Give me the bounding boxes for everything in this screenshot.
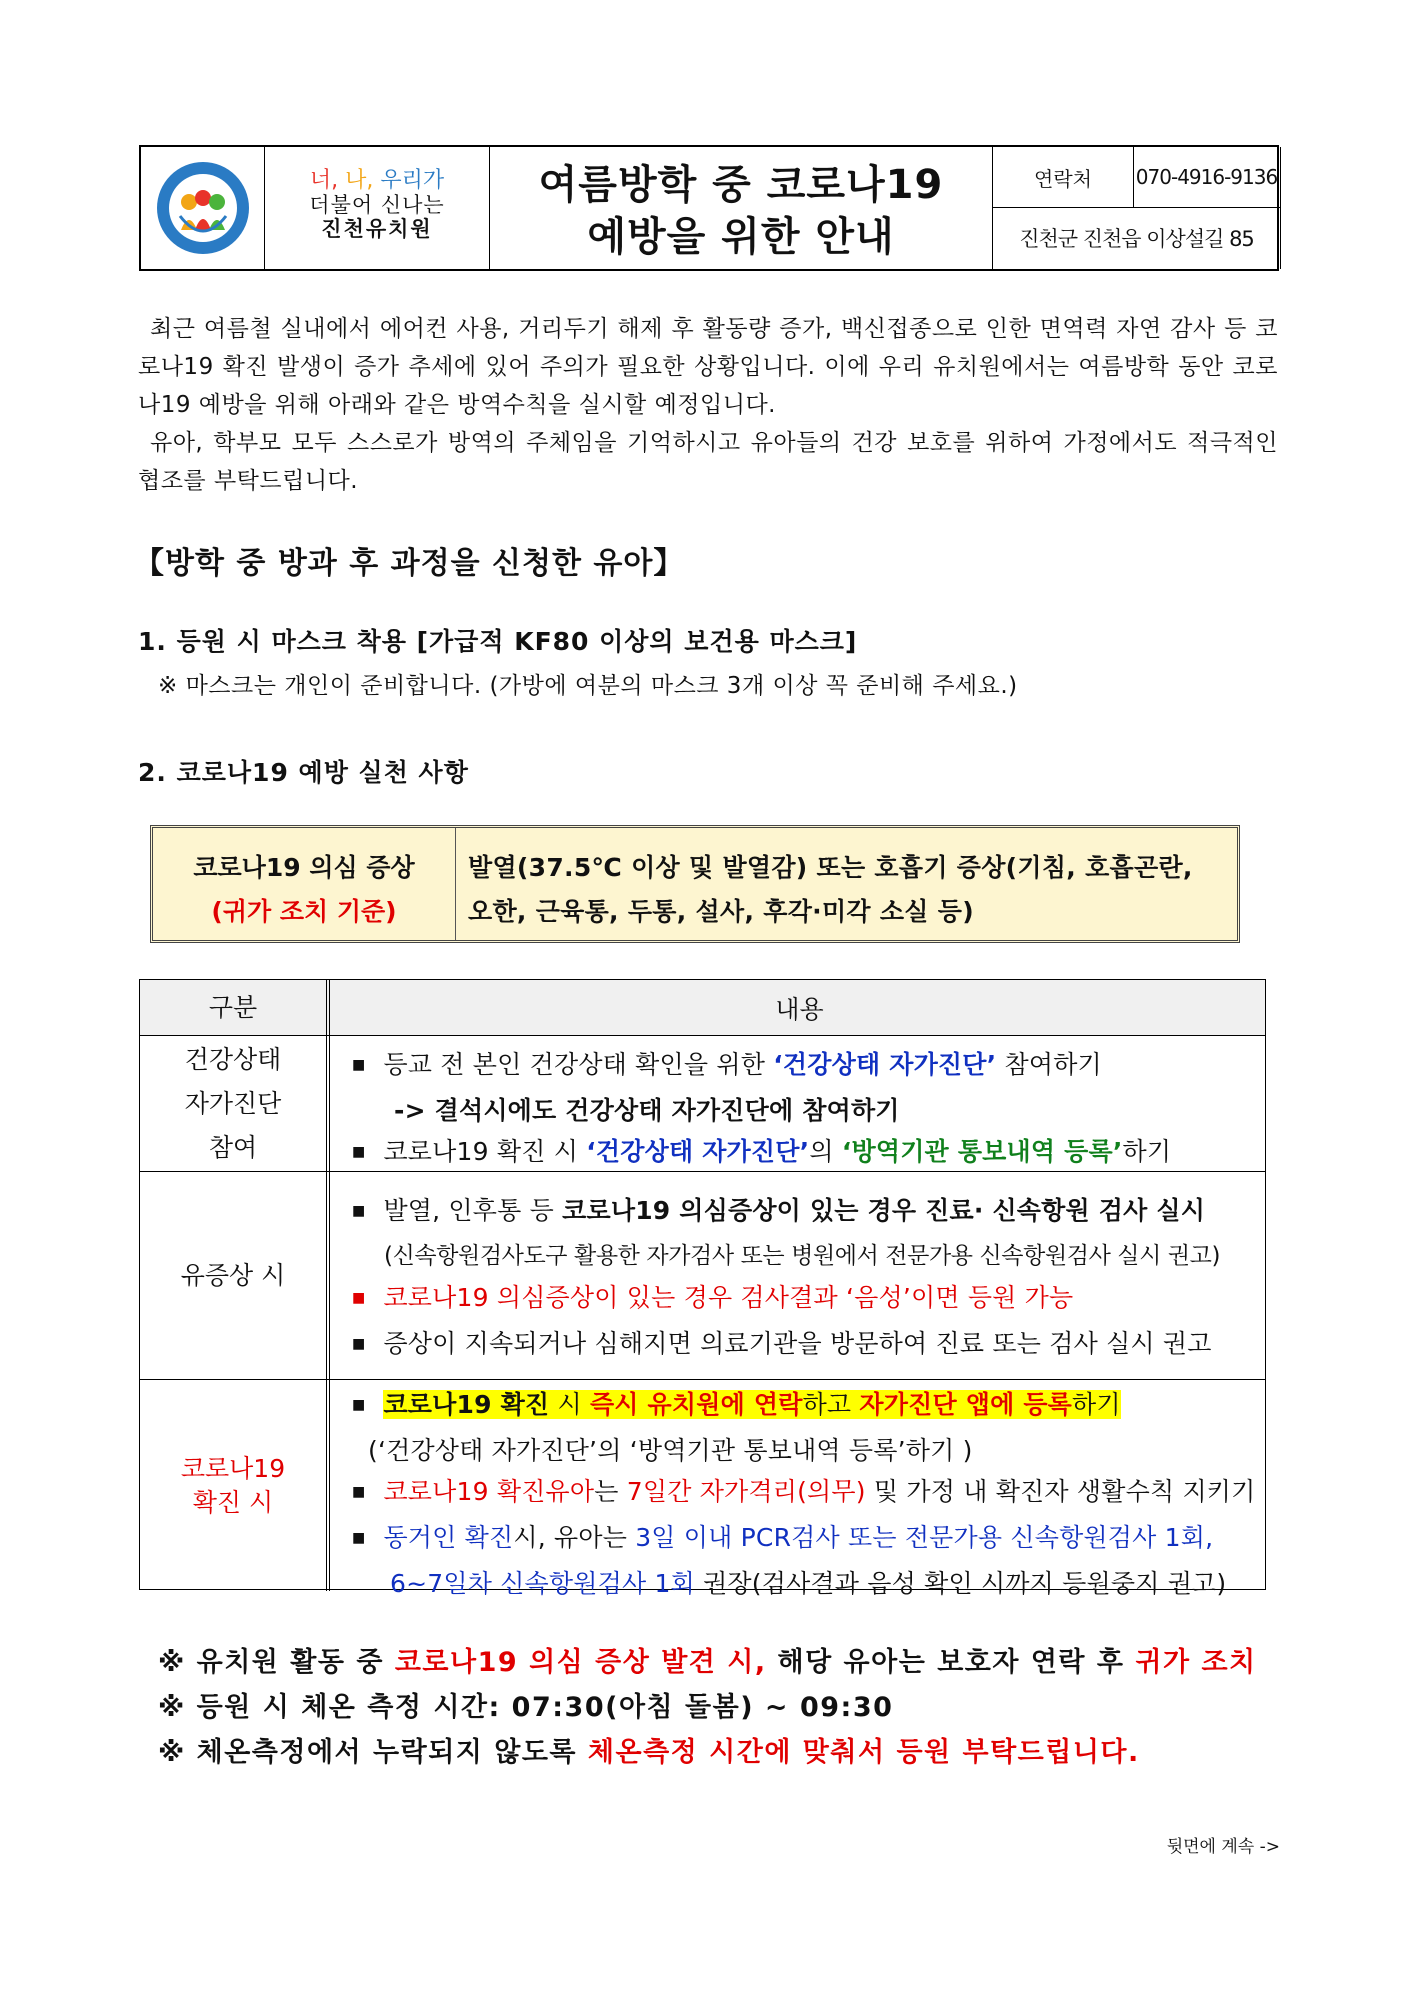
- text-span: 권장(검사결과 음성 확인 시까지 등원중지 권고): [694, 1569, 1227, 1598]
- footer-note-2: ※ 등원 시 체온 측정 시간: 07:30(아침 돌봄) ~ 09:30: [158, 1692, 894, 1723]
- slogan-word-you: 너,: [309, 168, 339, 193]
- confirmed-label-1: 코로나19: [180, 1453, 286, 1483]
- continue-note: 뒷면에 계속 ->: [1166, 1837, 1280, 1857]
- contact-row: [993, 147, 1280, 208]
- section-title: 【방학 중 방과 후 과정을 신청한 유아】: [134, 546, 685, 581]
- text-span: 즉시 유치원에 연락: [589, 1390, 803, 1419]
- header-table: [139, 145, 1279, 271]
- text-span: 코로나19 확진유아: [383, 1477, 595, 1506]
- contact-cell: [993, 147, 1281, 269]
- slogan-word-me: 나,: [345, 168, 374, 193]
- self-check-label: [140, 1036, 330, 1171]
- symptomatic-label: 유증상 시: [140, 1172, 330, 1379]
- text-span: ※ 유치원 활동 중: [158, 1647, 395, 1678]
- text-span: 및 가정 내 확진자 생활수칙 지키기: [865, 1477, 1256, 1506]
- table-header-category: 구분: [140, 980, 330, 1035]
- symptomatic-line2: (신속항원검사도구 활용한 자가검사 또는 병원에서 전문가용 신속항원검사 실시 권고): [384, 1243, 1221, 1269]
- address-text: 진천군 진천읍 이상설길 85: [1019, 227, 1254, 251]
- text-span: 자가진단 앱에 등록: [859, 1390, 1073, 1419]
- text-span: 하기: [1072, 1390, 1121, 1419]
- item2-title: 2. 코로나19 예방 실천 사항: [138, 758, 469, 787]
- confirmed-content: [334, 1380, 1265, 1598]
- address-row: [993, 207, 1280, 269]
- symptom-content-line1: 발열(37.5℃ 이상 및 발열감) 또는 호흡기 증상(기침, 호흡곤란,: [468, 853, 1193, 882]
- self-check-label-1: 건강상태: [184, 1044, 282, 1074]
- page-title-line1: 여름방학 중 코로나19: [538, 162, 944, 208]
- self-check-content: [334, 1036, 1265, 1171]
- text-span: 발열, 인후통 등: [383, 1196, 563, 1225]
- guidance-table: [139, 979, 1266, 1598]
- text-span: ‘방역기관 통보내역 등록’: [841, 1137, 1123, 1166]
- table-row-confirmed: [140, 1380, 1265, 1598]
- text-span: 는: [594, 1477, 627, 1506]
- slogan-line3: 진천유치원: [321, 217, 433, 241]
- text-span: 하기: [1122, 1137, 1172, 1166]
- confirmed-label: [140, 1380, 330, 1591]
- page-title-line2: 예방을 위한 안내: [587, 214, 895, 260]
- text-span: 6~7일차 신속항원검사 1회: [390, 1569, 695, 1598]
- intro-paragraph-1: 최근 여름철 실내에서 에어컨 사용, 거리두기 해제 후 활동량 증가, 백신접종으로 인한 면역력 자연 감사 등 코로나19 확진 발생이 증가 추세에 있어 주의가 필요한 상황입니다. 이에 우리 유치원에서는 여름방학 동안 코로나19 예방을 위해 아래와 같은 방역수칙을 실시할 예정입니다.: [138, 316, 1278, 418]
- table-header-content: 내용: [775, 994, 824, 1024]
- text-span: 등교 전 본인 건강상태 확인을 위한: [383, 1050, 774, 1079]
- self-check-line3: [352, 1131, 1265, 1177]
- self-check-line2: -> 결석시에도 건강상태 자가진단에 참여하기: [394, 1096, 900, 1125]
- confirmed-line4: [352, 1517, 1265, 1563]
- contact-phone: 070-4916-9136: [1135, 165, 1278, 189]
- intro-paragraph-2: 유아, 학부모 모두 스스로가 방역의 주체임을 기억하시고 유아들의 건강 보호를 위하여 가정에서도 적극적인 협조를 부탁드립니다.: [138, 430, 1278, 494]
- title-cell: [490, 147, 993, 269]
- confirmed-line3: [352, 1471, 1265, 1517]
- slogan-line1: [265, 169, 489, 193]
- contact-label: 연락처: [993, 147, 1134, 207]
- slogan-cell: [265, 147, 490, 269]
- self-check-line1: [352, 1044, 1265, 1090]
- confirmed-label-2: 확진 시: [192, 1487, 274, 1517]
- footer-note-1: [158, 1640, 1257, 1679]
- footer-note-3: [158, 1730, 1140, 1769]
- symptom-box: [150, 825, 1240, 943]
- self-check-label-3: 참여: [208, 1132, 258, 1162]
- self-check-label-2: 자가진단: [184, 1088, 282, 1118]
- symptom-label: 코로나19 의심 증상: [193, 853, 415, 882]
- text-span: 체온측정 시간에 맞춰서 등원 부탁드립니다.: [587, 1737, 1140, 1768]
- text-span: 코로나19 확진 시: [383, 1137, 587, 1166]
- item1-title: 1. 등원 시 마스크 착용 [가급적 KF80 이상의 보건용 마스크]: [138, 627, 858, 656]
- slogan-line2: 더불어 신나는: [309, 193, 445, 217]
- confirmed-line2: (‘건강상태 자가진단’의 ‘방역기관 통보내역 등록’하기 ): [368, 1436, 973, 1465]
- symptomatic-line4: ■ 증상이 지속되거나 심해지면 의료기관을 방문하여 진료 또는 검사 실시 권고: [352, 1323, 1265, 1369]
- symptom-content-line2: 오한, 근육통, 두통, 설사, 후각·미각 소실 등): [468, 897, 974, 926]
- text-span: 코로나19 확진: [383, 1390, 550, 1419]
- text-span: 시, 유아는: [513, 1523, 636, 1552]
- text-span: ‘건강상태 자가진단’: [586, 1137, 810, 1166]
- text-span: 코로나19 의심증상이 있는 경우 진료· 신속항원 검사 실시: [562, 1196, 1206, 1225]
- symptomatic-line1: [352, 1190, 1265, 1236]
- text-span: 참여하기: [996, 1050, 1102, 1079]
- slogan-word-we: 우리가: [380, 168, 445, 193]
- symptom-content: [456, 828, 1237, 934]
- symptom-label-cell: [153, 828, 456, 940]
- text-span: 7일간 자가격리(의무): [626, 1477, 866, 1506]
- symptomatic-line3: ■ 코로나19 의심증상이 있는 경우 검사결과 ‘음성’이면 등원 가능: [352, 1277, 1265, 1323]
- self-check-link-text: ‘건강상태 자가진단’: [773, 1050, 997, 1079]
- text-span: 동거인 확진: [383, 1523, 514, 1552]
- logo-cell: [141, 147, 265, 269]
- table-row-symptomatic: [140, 1172, 1265, 1380]
- confirmed-line5: [352, 1563, 1265, 1604]
- text-span: 하고: [802, 1390, 860, 1419]
- text-span: 시: [549, 1390, 590, 1419]
- symptomatic-content: [334, 1172, 1265, 1379]
- symptom-criteria: (귀가 조치 기준): [211, 897, 397, 926]
- text-span: 해당 유아는 보호자 연락 후: [766, 1647, 1136, 1678]
- table-row-self-check: [140, 1036, 1265, 1172]
- text-span: ※ 체온측정에서 누락되지 않도록: [158, 1737, 588, 1768]
- text-span: 3일 이내 PCR검사 또는 전문가용 신속항원검사 1회,: [635, 1523, 1214, 1552]
- confirmed-line1: [352, 1384, 1265, 1430]
- text-span: 귀가 조치: [1135, 1647, 1257, 1678]
- text-span: 의: [809, 1137, 842, 1166]
- kindergarten-logo: [155, 160, 251, 256]
- text-span: 코로나19 의심 증상 발견 시,: [394, 1647, 767, 1678]
- table-header-row: [140, 980, 1265, 1036]
- item1-note: ※ 마스크는 개인이 준비합니다. (가방에 여분의 마스크 3개 이상 꼭 준비해 주세요.): [158, 673, 1018, 699]
